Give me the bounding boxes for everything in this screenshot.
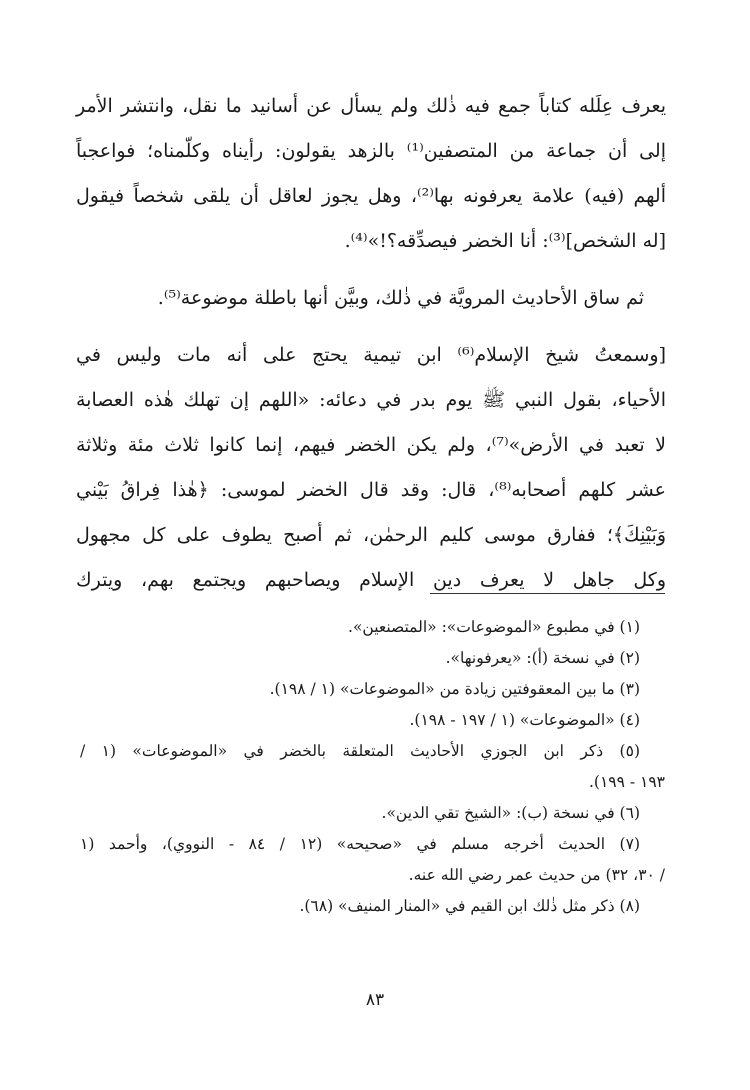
footnote-line: (١) في مطبوع «الموضوعات»: «المتصنعين». [348,618,640,636]
text-line: وكل جاهل لا يعرف دين الإسلام ويصاحبهم ويجتمع بهم، ويترك [76,569,666,591]
footnotes [80,612,665,922]
footnote-separator [430,593,665,594]
text-line: ألهم (فيه) علامة يعرفونه بها⁽²⁾، وهل يجوز لعاقل أن يلقى شخصاً فيقول [76,185,666,207]
text-line: لا تعبد في الأرض»⁽⁷⁾، ولم يكن الخضر فيهم، إنما كانوا ثلاث مئة وثلاثة [76,434,666,456]
main-text [76,84,666,603]
text-line: وَبَيْنِكَ﴾؛ ففارق موسى كليم الرحمٰن، ثم أصبح يطوف على كل مجهول [76,524,666,546]
text-line: [له الشخص]⁽³⁾: أنا الخضر فيصدِّقه؟!»⁽⁴⁾. [344,230,666,252]
paragraph-gap [76,264,666,276]
footnote-line: (٦) في نسخة (ب): «الشيخ تقي الدين». [381,804,640,822]
footnote-line: (٨) ذكر مثل ذٰلك ابن القيم في «المنار المنيف» (٦٨). [299,897,640,915]
paragraph-2 [76,276,666,321]
footnote-line: (٧) الحديث أخرجه مسلم في «صحيحه» (١٢ / ٨٤ - النووي)، وأحمد (١ [80,835,640,853]
text-line: ثم ساق الأحاديث المرويَّة في ذٰلك، وبيَّن أنها باطلة موضوعة⁽⁵⁾. [157,287,644,309]
page-number: ٨٣ [365,990,385,1010]
text-line: عشر كلهم أصحابه⁽⁸⁾، قال: وقد قال الخضر لموسى: ﴿هٰذا فِراقُ بَيْني [76,479,666,501]
footnote-line: ١٩٣ - ١٩٩). [588,773,665,791]
text-line: إلى أن جماعة من المتصفين⁽¹⁾ بالزهد يقولون: رأيناه وكلّمناه؛ فواعجباً [76,140,666,162]
text-line: يعرف عِلَله كتاباً جمع فيه ذٰلك ولم يسأل عن أسانيد ما نقل، وانتشر الأمر [76,95,666,117]
paragraph-3 [76,333,666,603]
footnote-line: / ٣٠، ٣٢) من حديث عمر رضي الله عنه. [408,866,665,884]
paragraph-gap [76,321,666,333]
text-line: الأحياء، بقول النبي ﷺ يوم بدر في دعائه: «اللهم إن تهلك هٰذه العصابة [76,389,666,411]
text-line: [وسمعتُ شيخ الإسلام⁽⁶⁾ ابن تيمية يحتج على أنه مات وليس في [76,344,666,366]
footnote-line: (٣) ما بين المعقوفتين زيادة من «الموضوعات» (١ / ١٩٨). [269,680,640,698]
footnote-line: (٢) في نسخة (أ): «يعرفونها». [445,649,640,667]
footnote-line: (٤) «الموضوعات» (١ / ١٩٧ - ١٩٨). [409,711,640,729]
paragraph-1 [76,84,666,264]
footnote-line: (٥) ذكر ابن الجوزي الأحاديث المتعلقة بالخضر في «الموضوعات» (١ / [80,742,640,760]
